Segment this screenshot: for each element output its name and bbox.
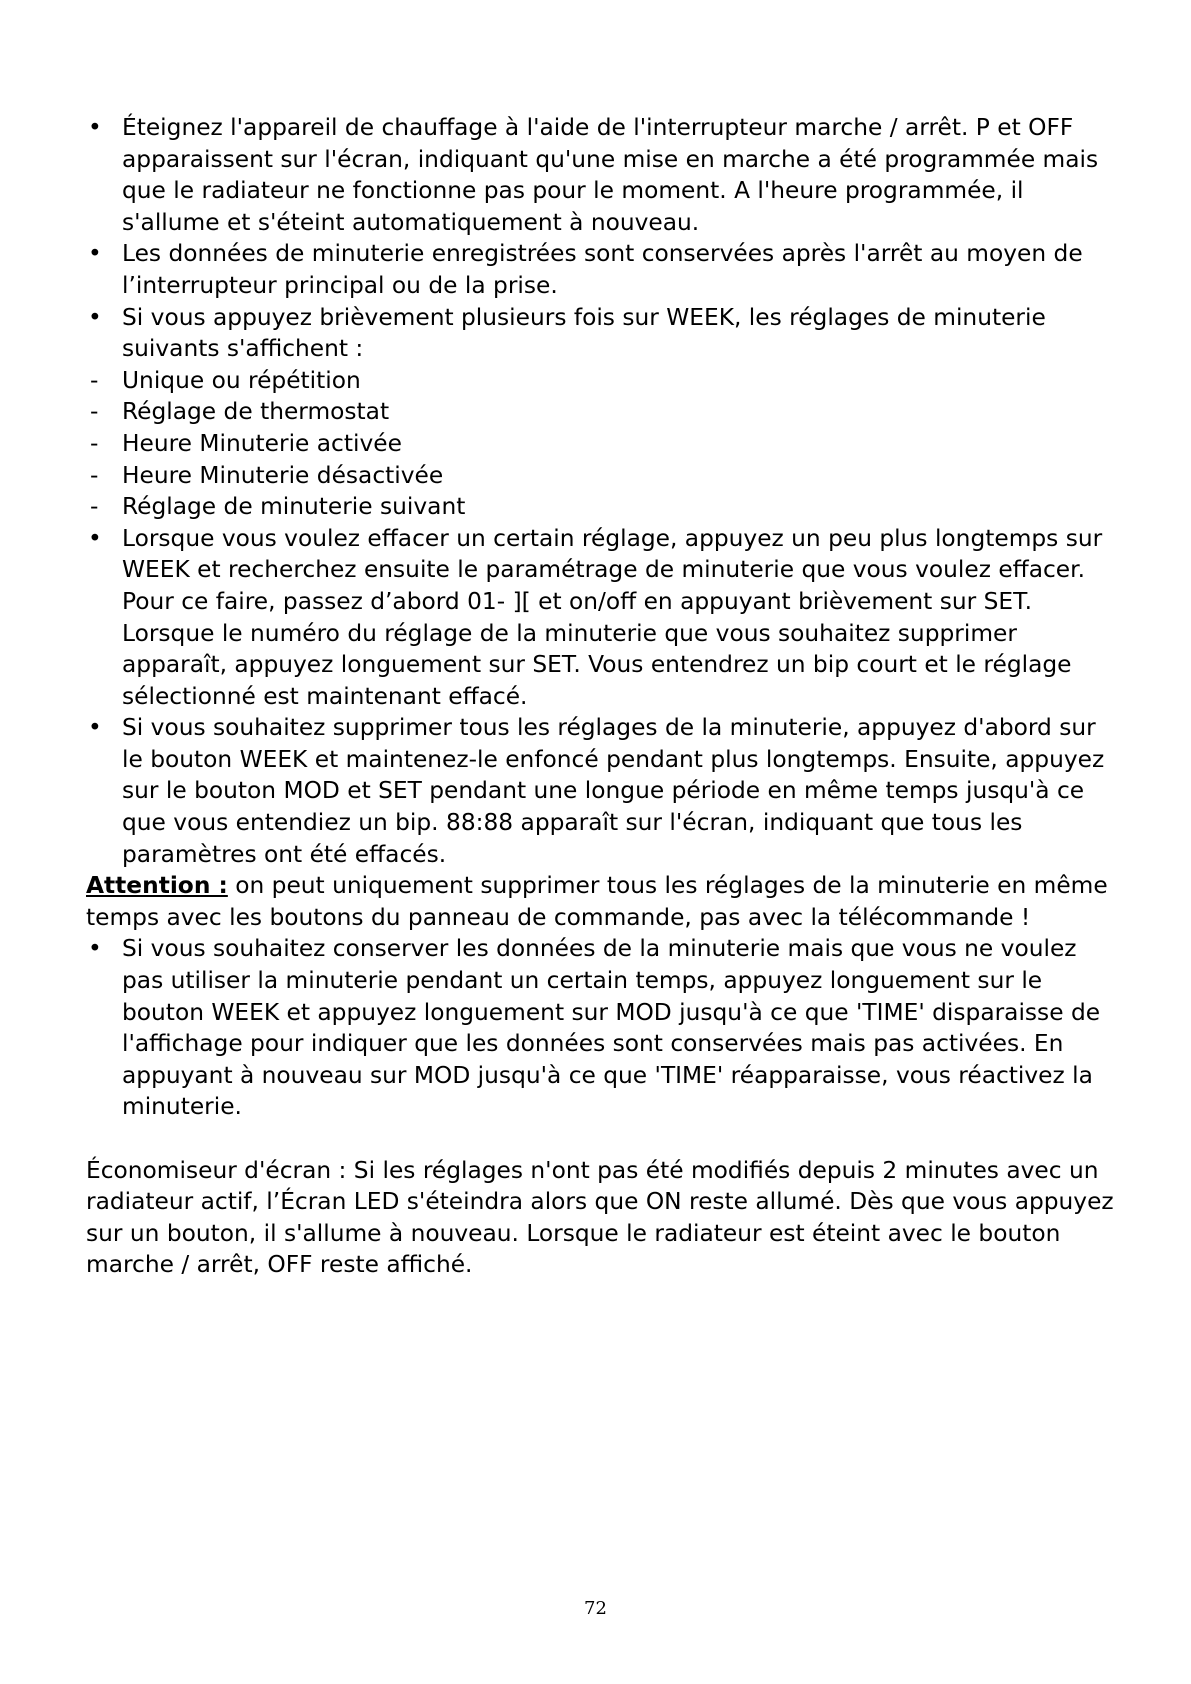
- attention-label: Attention :: [86, 872, 228, 900]
- list-item: • Lorsque vous voulez effacer un certain réglage, appuyez un peu plus longtemps sur WEEK et recherchez ensuite le paramétrage de minuterie que vous voulez effacer. Pour ce faire, passez d’abord 01- ][ et on/off en appuyant brièvement sur SET. Lorsque le numéro du réglage de la minuterie que vous souhaitez supprimer apparaît, appuyez longuement sur SET. Vous entendrez un bip court et le réglage sélectionné est maintenant effacé.: [86, 523, 1116, 713]
- page-content: [86, 112, 1116, 1281]
- timer-settings-sublist: [86, 365, 1116, 523]
- instruction-list: [86, 112, 1116, 870]
- sublist-item: - Heure Minuterie activée: [86, 428, 1116, 460]
- list-item: • Les données de minuterie enregistrées sont conservées après l'arrêt au moyen de l’interrupteur principal ou de la prise.: [86, 238, 1116, 301]
- attention-text: on peut uniquement supprimer tous les réglages de la minuterie en même temps avec les boutons du panneau de commande, pas avec la télécommande !: [86, 872, 1108, 931]
- list-item: [86, 302, 1116, 523]
- sublist-item: - Réglage de minuterie suivant: [86, 491, 1116, 523]
- spacer: [86, 1123, 1116, 1155]
- sublist-item: - Unique ou répétition: [86, 365, 1116, 397]
- instruction-list-continued: [86, 933, 1116, 1123]
- attention-note: [86, 870, 1116, 933]
- sublist-item: - Heure Minuterie désactivée: [86, 460, 1116, 492]
- sublist-item: - Réglage de thermostat: [86, 396, 1116, 428]
- page-number: 72: [584, 1598, 607, 1619]
- list-item: • Si vous souhaitez conserver les données de la minuterie mais que vous ne voulez pas utiliser la minuterie pendant un certain temps, appuyez longuement sur le bouton WEEK et appuyez longuement sur MOD jusqu'à ce que 'TIME' disparaisse de l'affichage pour indiquer que les données sont conservées mais pas activées. En appuyant à nouveau sur MOD jusqu'à ce que 'TIME' réapparaisse, vous réactivez la minuterie.: [86, 933, 1116, 1123]
- screensaver-paragraph: Économiseur d'écran : Si les réglages n'ont pas été modifiés depuis 2 minutes avec un radiateur actif, l’Écran LED s'éteindra alors que ON reste allumé. Dès que vous appuyez sur un bouton, il s'allume à nouveau. Lorsque le radiateur est éteint avec le bouton marche / arrêt, OFF reste affiché.: [86, 1156, 1114, 1279]
- list-item-text: Si vous appuyez brièvement plusieurs fois sur WEEK, les réglages de minuterie suivants s'affichent :: [122, 303, 1046, 363]
- list-item: • Si vous souhaitez supprimer tous les réglages de la minuterie, appuyez d'abord sur le bouton WEEK et maintenez-le enfoncé pendant plus longtemps. Ensuite, appuyez sur le bouton MOD et SET pendant une longue période en même temps jusqu'à ce que vous entendiez un bip. 88:88 apparaît sur l'écran, indiquant que tous les paramètres ont été effacés.: [86, 712, 1116, 870]
- list-item: • Éteignez l'appareil de chauffage à l'aide de l'interrupteur marche / arrêt. P et OFF apparaissent sur l'écran, indiquant qu'une mise en marche a été programmée mais que le radiateur ne fonctionne pas pour le moment. A l'heure programmée, il s'allume et s'éteint automatiquement à nouveau.: [86, 112, 1116, 238]
